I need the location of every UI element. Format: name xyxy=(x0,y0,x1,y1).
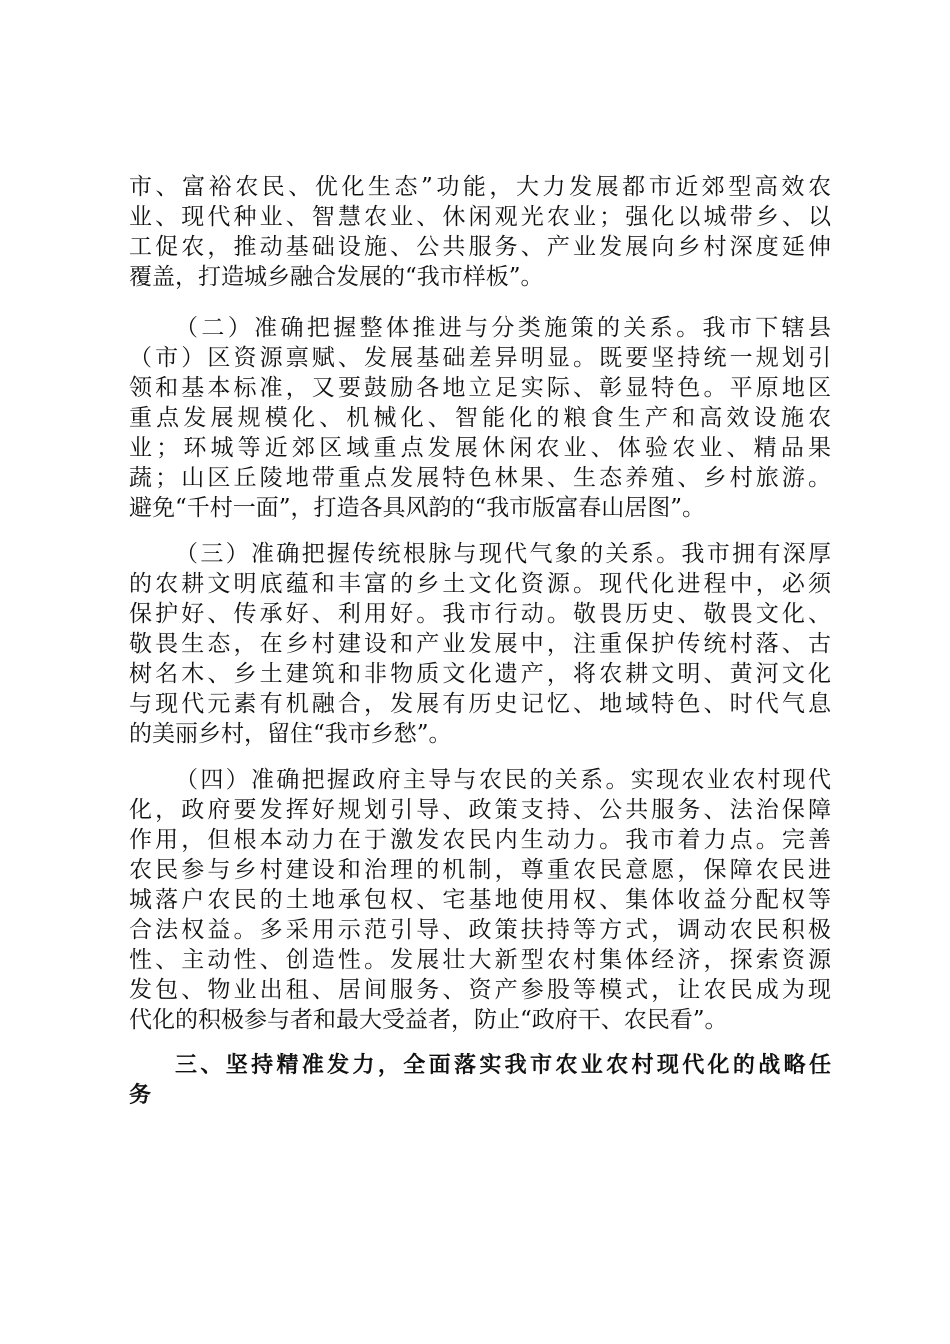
text-line: 避免“千村一面”，打造各具风韵的“我市版富春山居图”。 xyxy=(129,495,706,521)
text-line: 保护好、传承好、利用好。我市行动。敬畏历史、敬畏文化、 xyxy=(129,601,831,627)
text-line: 化，政府要发挥好规划引导、政策支持、公共服务、法治保障 xyxy=(129,797,831,823)
text-line: 与现代元素有机融合，发展有历史记忆、地域特色、时代气息 xyxy=(129,691,831,717)
text-line: （四）准确把握政府主导与农民的关系。实现农业农村现代 xyxy=(175,767,831,793)
text-line: （三）准确把握传统根脉与现代气象的关系。我市拥有深厚 xyxy=(175,541,831,567)
text-line: 代化的积极参与者和最大受益者，防止“政府干、农民看”。 xyxy=(129,1007,728,1033)
text-line: 业、现代种业、智慧农业、休闲观光农业；强化以城带乡、以 xyxy=(129,204,831,230)
text-line: 的农耕文明底蕴和丰富的乡土文化资源。现代化进程中，必须 xyxy=(129,571,831,597)
text-line: 农民参与乡村建设和治理的机制，尊重农民意愿，保障农民进 xyxy=(129,857,831,883)
text-line: 重点发展规模化、机械化、智能化的粮食生产和高效设施农 xyxy=(129,405,831,431)
text-line: 领和基本标准，又要鼓励各地立足实际、彰显特色。平原地区 xyxy=(129,375,831,401)
text-line: 工促农，推动基础设施、公共服务、产业发展向乡村深度延伸 xyxy=(129,234,831,260)
text-line: 城落户农民的土地承包权、宅基地使用权、集体收益分配权等 xyxy=(129,887,831,913)
heading-line: 三、坚持精准发力，全面落实我市农业农村现代化的战略任 xyxy=(175,1053,831,1078)
text-line: 发包、物业出租、居间服务、资产参股等模式，让农民成为现 xyxy=(129,977,831,1003)
text-line: 覆盖，打造城乡融合发展的“我市样板”。 xyxy=(129,264,544,290)
text-line: 业；环城等近郊区域重点发展休闲农业、体验农业、精品果 xyxy=(129,435,831,461)
text-line: 合法权益。多采用示范引导、政策扶持等方式，调动农民积极 xyxy=(129,917,831,943)
heading-line: 务 xyxy=(129,1083,152,1108)
text-line: （市）区资源禀赋、发展基础差异明显。既要坚持统一规划引 xyxy=(129,345,831,371)
text-line: 蔬；山区丘陵地带重点发展特色林果、生态养殖、乡村旅游。 xyxy=(129,465,831,491)
text-line: 的美丽乡村，留住“我市乡愁”。 xyxy=(129,721,452,747)
text-line: 性、主动性、创造性。发展壮大新型农村集体经济，探索资源 xyxy=(129,947,831,973)
text-line: 树名木、乡土建筑和非物质文化遗产，将农耕文明、黄河文化 xyxy=(129,661,831,687)
text-line: 作用，但根本动力在于激发农民内生动力。我市着力点。完善 xyxy=(129,827,831,853)
text-line: 敬畏生态，在乡村建设和产业发展中，注重保护传统村落、古 xyxy=(129,631,831,657)
text-line: 市、富裕农民、优化生态”功能，大力发展都市近郊型高效农 xyxy=(129,174,831,200)
text-line: （二）准确把握整体推进与分类施策的关系。我市下辖县 xyxy=(175,315,831,341)
